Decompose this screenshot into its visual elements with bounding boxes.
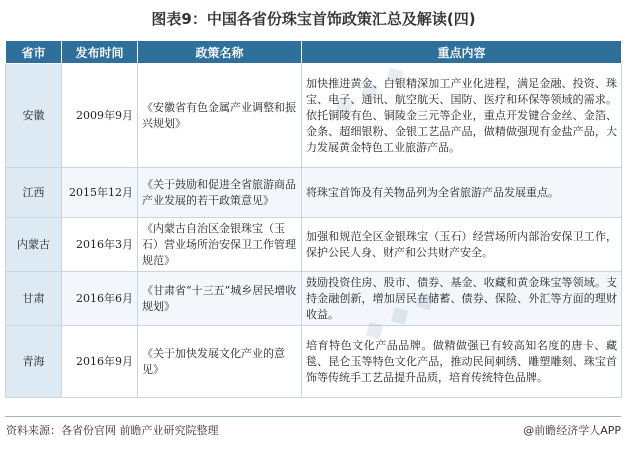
cell-date: 2016年9月 bbox=[62, 326, 138, 398]
footer-divider bbox=[5, 416, 621, 417]
table-header-row bbox=[6, 41, 622, 64]
table-row bbox=[6, 64, 622, 168]
cell-date: 2016年6月 bbox=[62, 272, 138, 326]
cell-date: 2009年9月 bbox=[62, 64, 138, 168]
header-province: 省市 bbox=[6, 41, 62, 64]
cell-date: 2015年12月 bbox=[62, 168, 138, 218]
table-row bbox=[6, 326, 622, 398]
header-key-content: 重点内容 bbox=[302, 41, 622, 64]
table-row bbox=[6, 272, 622, 326]
cell-province: 安徽 bbox=[6, 64, 62, 168]
cell-key-content: 鼓励投资住房、股市、债券、基金、收藏和黄金珠宝等领域。支持金融创新，增加居民在储蓄、债券、保险、外汇等方面的理财收益。 bbox=[302, 272, 622, 326]
header-policy-name: 政策名称 bbox=[138, 41, 302, 64]
policy-table bbox=[5, 40, 622, 398]
chart-title: 图表9：中国各省份珠宝首饰政策汇总及解读(四) bbox=[151, 10, 476, 28]
cell-province: 甘肃 bbox=[6, 272, 62, 326]
cell-policy-name: 《安徽省有色金属产业调整和振兴规划》 bbox=[138, 64, 302, 168]
cell-policy-name: 《关于鼓励和促进全省旅游商品产业发展的若干政策意见》 bbox=[138, 168, 302, 218]
brand-credit: @前瞻经济学人APP bbox=[523, 424, 621, 437]
cell-key-content: 加快推进黄金、白银精深加工产业化进程，满足金融、投资、珠宝、电子、通讯、航空航天、国防、医疗和环保等领域的需求。依托铜陵有色、铜陵金三元等企业，重点开发键合金丝、金箔、金条、超细银粉、金银工艺品产品，做精做强现有金盐产品，大力发展黄金特色工业旅游产品。 bbox=[302, 64, 622, 168]
cell-policy-name: 《关于加快发展文化产业的意见》 bbox=[138, 326, 302, 398]
cell-key-content: 培育特色文化产品品牌。做精做强已有较高知名度的唐卡、藏毯、昆仑玉等特色文化产品，推动民间刺绣、雕塑雕刻、珠宝首饰等传统手工艺品提升品质，培育传统特色品牌。 bbox=[302, 326, 622, 398]
cell-key-content: 加强和规范全区金银珠宝（玉石）经营场所内部治安保卫工作，保护公民人身、财产和公共财产安全。 bbox=[302, 218, 622, 272]
cell-policy-name: 《内蒙古自治区金银珠宝（玉石）营业场所治安保卫工作管理规范》 bbox=[138, 218, 302, 272]
source-note: 资料来源：各省份官网 前瞻产业研究院整理 bbox=[6, 424, 219, 437]
cell-key-content: 将珠宝首饰及有关物品列为全省旅游产品发展重点。 bbox=[302, 168, 622, 218]
cell-province: 内蒙古 bbox=[6, 218, 62, 272]
table-row bbox=[6, 218, 622, 272]
cell-province: 青海 bbox=[6, 326, 62, 398]
cell-policy-name: 《甘肃省“十三五”城乡居民增收规划》 bbox=[138, 272, 302, 326]
table-row bbox=[6, 168, 622, 218]
watermark-graphic: ◆ ◆ ◆ bbox=[327, 57, 411, 123]
cell-province: 江西 bbox=[6, 168, 62, 218]
cell-date: 2016年3月 bbox=[62, 218, 138, 272]
header-date: 发布时间 bbox=[62, 41, 138, 64]
